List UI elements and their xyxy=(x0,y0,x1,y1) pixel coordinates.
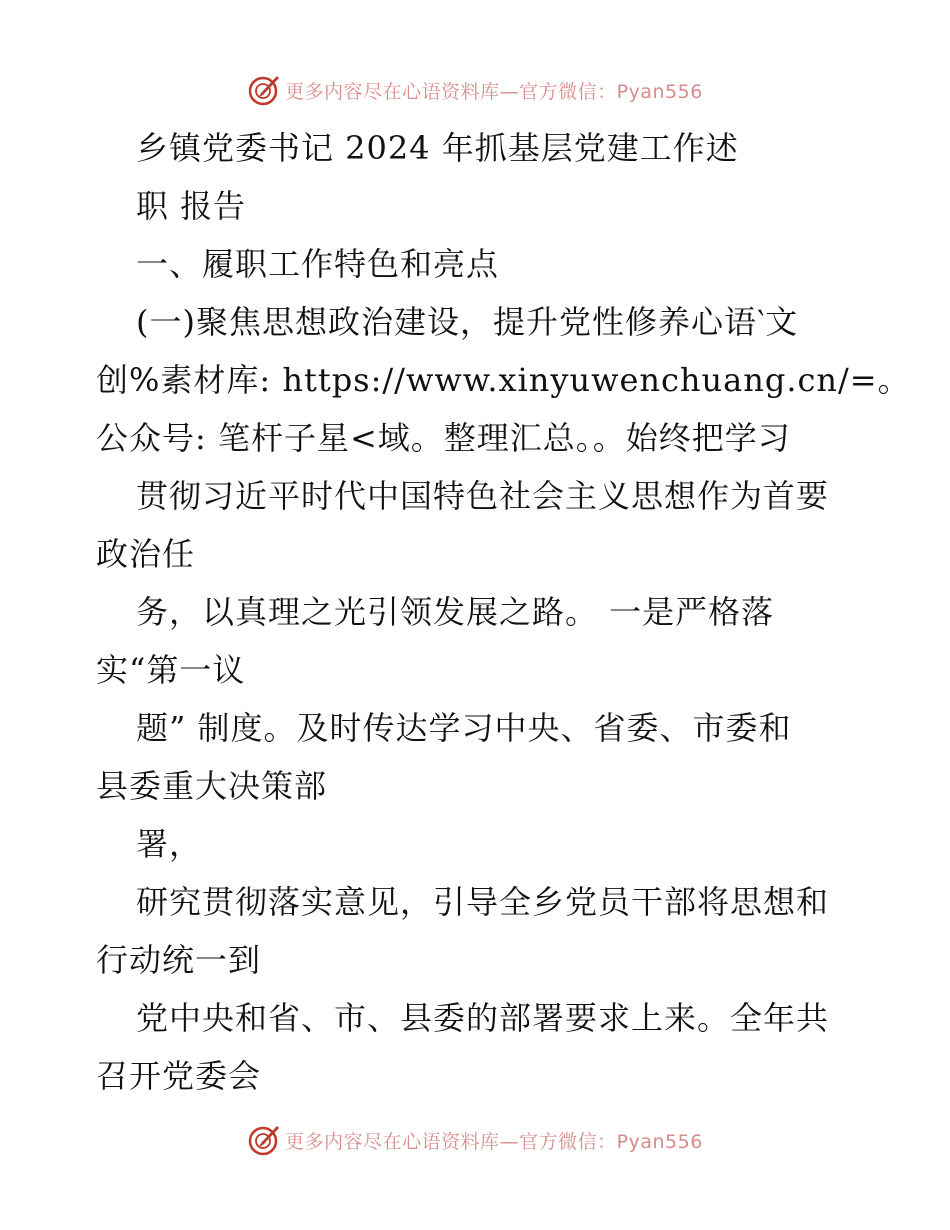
paragraph-line: 实“第一议 xyxy=(96,651,246,689)
paragraph-line: 题” 制度。及时传达学习中央、省委、市委和 xyxy=(136,709,792,747)
subsection-heading: (一)聚焦思想政治建设，提升党性修养心语‵文 xyxy=(136,303,799,341)
paragraph-line: 行动统一到 xyxy=(96,941,262,979)
footer-banner-text: 更多内容尽在心语资料库—官方微信：Pyan556 xyxy=(285,1130,703,1153)
paragraph-line: 创%素材库: https://www.xinyuwenchuang.cn/=。 xyxy=(96,361,911,399)
paragraph-line: 贯彻习近平时代中国特色社会主义思想作为首要 xyxy=(136,477,830,515)
section-heading: 一、履职工作特色和亮点 xyxy=(136,245,500,283)
paragraph-line: 务，以真理之光引领发展之路。 一是严格落 xyxy=(136,593,775,631)
doc-title-line-1: 乡镇党委书记 2024 年抓基层党建工作述 xyxy=(136,129,739,167)
paragraph-line: 党中央和省、市、县委的部署要求上来。全年共 xyxy=(136,999,830,1037)
header-banner-text: 更多内容尽在心语资料库—官方微信：Pyan556 xyxy=(285,80,703,103)
paragraph-line: 研究贯彻落实意见，引导全乡党员干部将思想和 xyxy=(136,883,830,921)
paragraph-line: 政治任 xyxy=(96,535,196,573)
paragraph-line: 署， xyxy=(136,825,203,863)
doc-title-line-2: 职 报告 xyxy=(136,187,247,225)
footer-banner xyxy=(0,1120,950,1160)
paragraph-line: 公众号: 笔杆子星<域。整理汇总。。始终把学习 xyxy=(96,419,791,457)
paragraph-line: 召开党委会 xyxy=(96,1057,262,1095)
paragraph-line: 县委重大决策部 xyxy=(96,767,328,805)
quill-pen-seal-icon xyxy=(247,1123,281,1157)
